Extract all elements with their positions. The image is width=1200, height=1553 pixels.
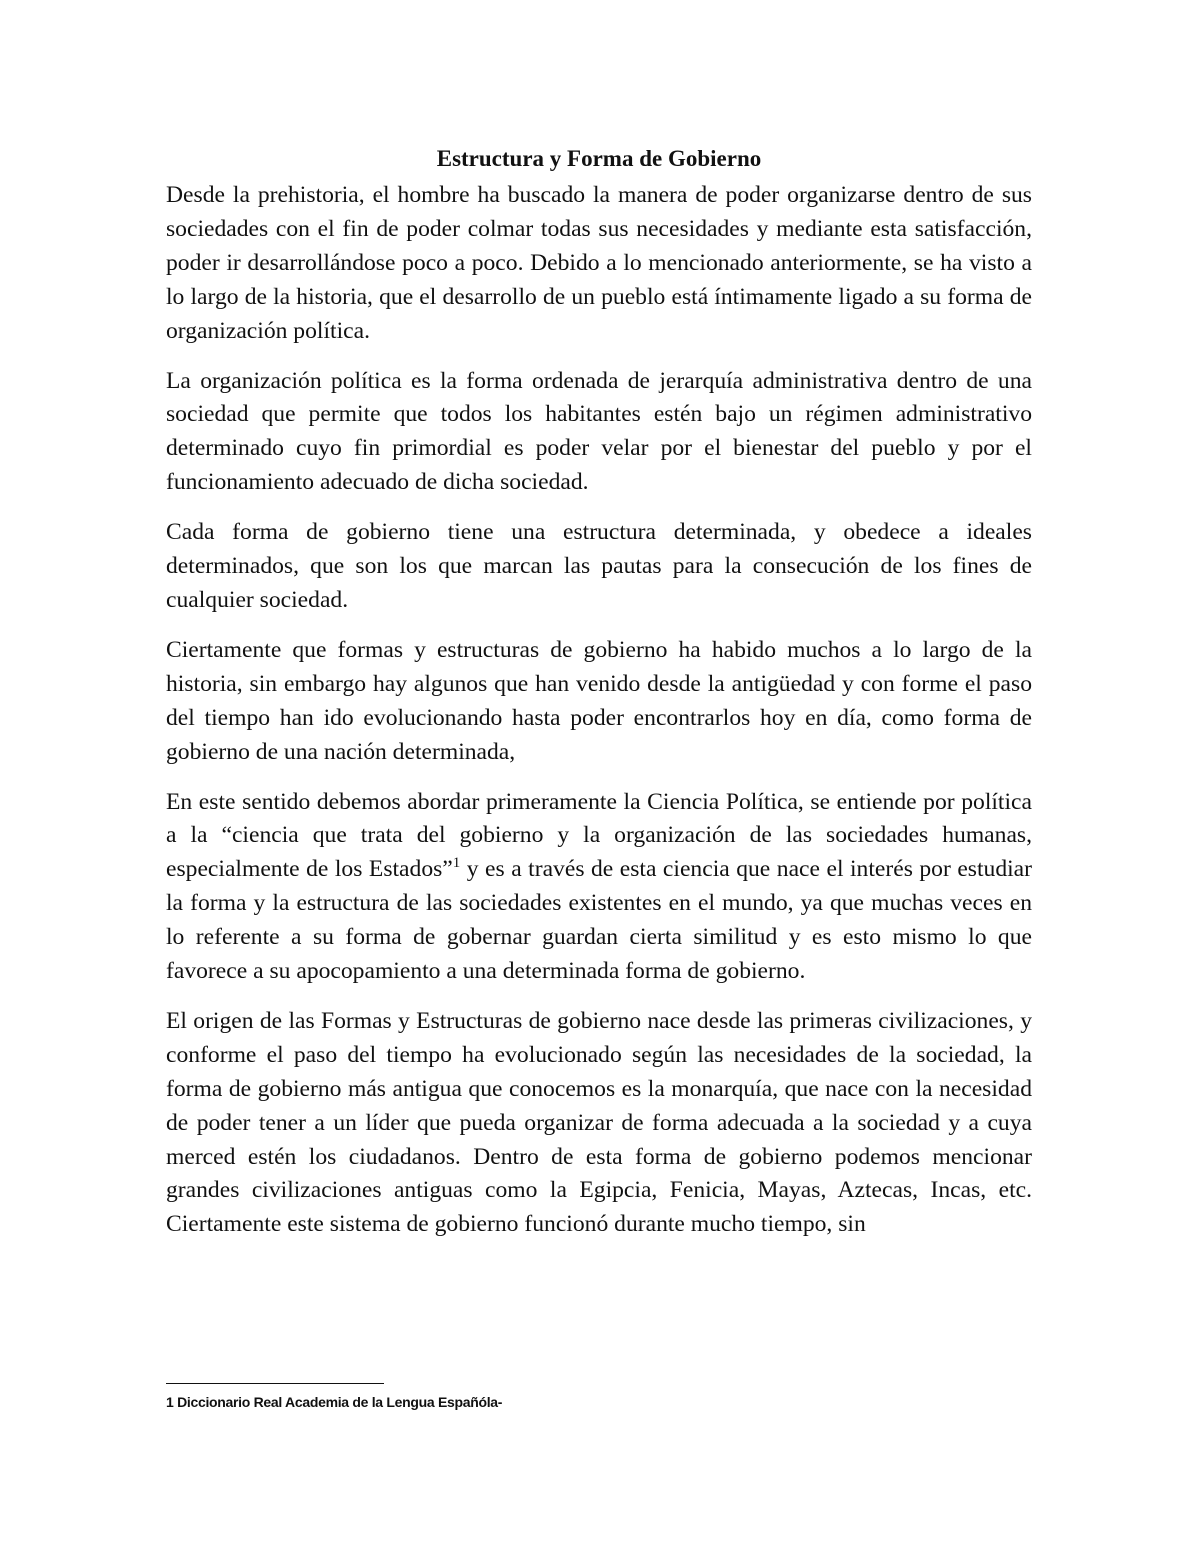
document-body: [166, 140, 1032, 1258]
paragraph-6: El origen de las Formas y Estructuras de gobierno nace desde las primeras civilizaciones, y conforme el paso del tiempo ha evolucionado según las necesidades de la sociedad, la forma de gobierno más antigua que conocemos es la monarquía, que nace con la necesidad de poder tener a un líder que pueda organizar de forma adecuada a la sociedad y a cuya merced estén los ciudadanos. Dentro de esta forma de gobierno podemos mencionar grandes civilizaciones antiguas como la Egipcia, Fenicia, Mayas, Aztecas, Incas, etc. Ciertamente este sistema de gobierno funcionó durante mucho tiempo, sin: [166, 1007, 1032, 1238]
footnote: 1 Diccionario Real Academia de la Lengua Españóla-: [166, 1394, 503, 1410]
footnote-separator: [166, 1383, 384, 1384]
footnote-reference: 1: [452, 855, 461, 872]
paragraph-5-text-after-ref: y es a través de esta ciencia que nace el interés por estudiar la forma y la estructura de las sociedades existentes en el mundo, ya que muchas veces en lo referente a su forma de gobernar guardan cierta similitud y es esto mismo lo que favorece a su apocopamiento a una determinada forma de gobierno.: [166, 856, 1033, 985]
paragraph-2: La organización política es la forma ordenada de jerarquía administrativa dentro de una sociedad que permite que todos los habitantes estén bajo un régimen administrativo determinado cuyo fin primordial es poder velar por el bienestar del pueblo y por el funcionamiento adecuado de dicha sociedad.: [166, 367, 1032, 496]
paragraph-3: Cada forma de gobierno tiene una estructura determinada, y obedece a ideales determinados, que son los que marcan las pautas para la consecución de los fines de cualquier sociedad.: [166, 519, 1032, 613]
paragraph-4: Ciertamente que formas y estructuras de gobierno ha habido muchos a lo largo de la historia, sin embargo hay algunos que han venido desde la antigüedad y con forme el paso del tiempo han ido evolucionando hasta poder encontrarlos hoy en día, como forma de gobierno de una nación determinada,: [166, 636, 1032, 765]
document-title: Estructura y Forma de Gobierno: [436, 146, 762, 171]
paragraph-1: Desde la prehistoria, el hombre ha buscado la manera de poder organizarse dentro de sus sociedades con el fin de poder colmar todas sus necesidades y mediante esta satisfacción, poder ir desarrollándose poco a poco. Debido a lo mencionado anteriormente, se ha visto a lo largo de la historia, que el desarrollo de un pueblo está íntimamente ligado a su forma de organización política.: [166, 182, 1032, 344]
paragraph-5-text-before-ref: En este sentido debemos abordar primeramente la Ciencia Política, se entiende por política a la “ciencia que trata del gobierno y la organización de las sociedades humanas, especialmente de los Estados”: [166, 788, 1032, 883]
paragraph-5: [166, 786, 1032, 989]
